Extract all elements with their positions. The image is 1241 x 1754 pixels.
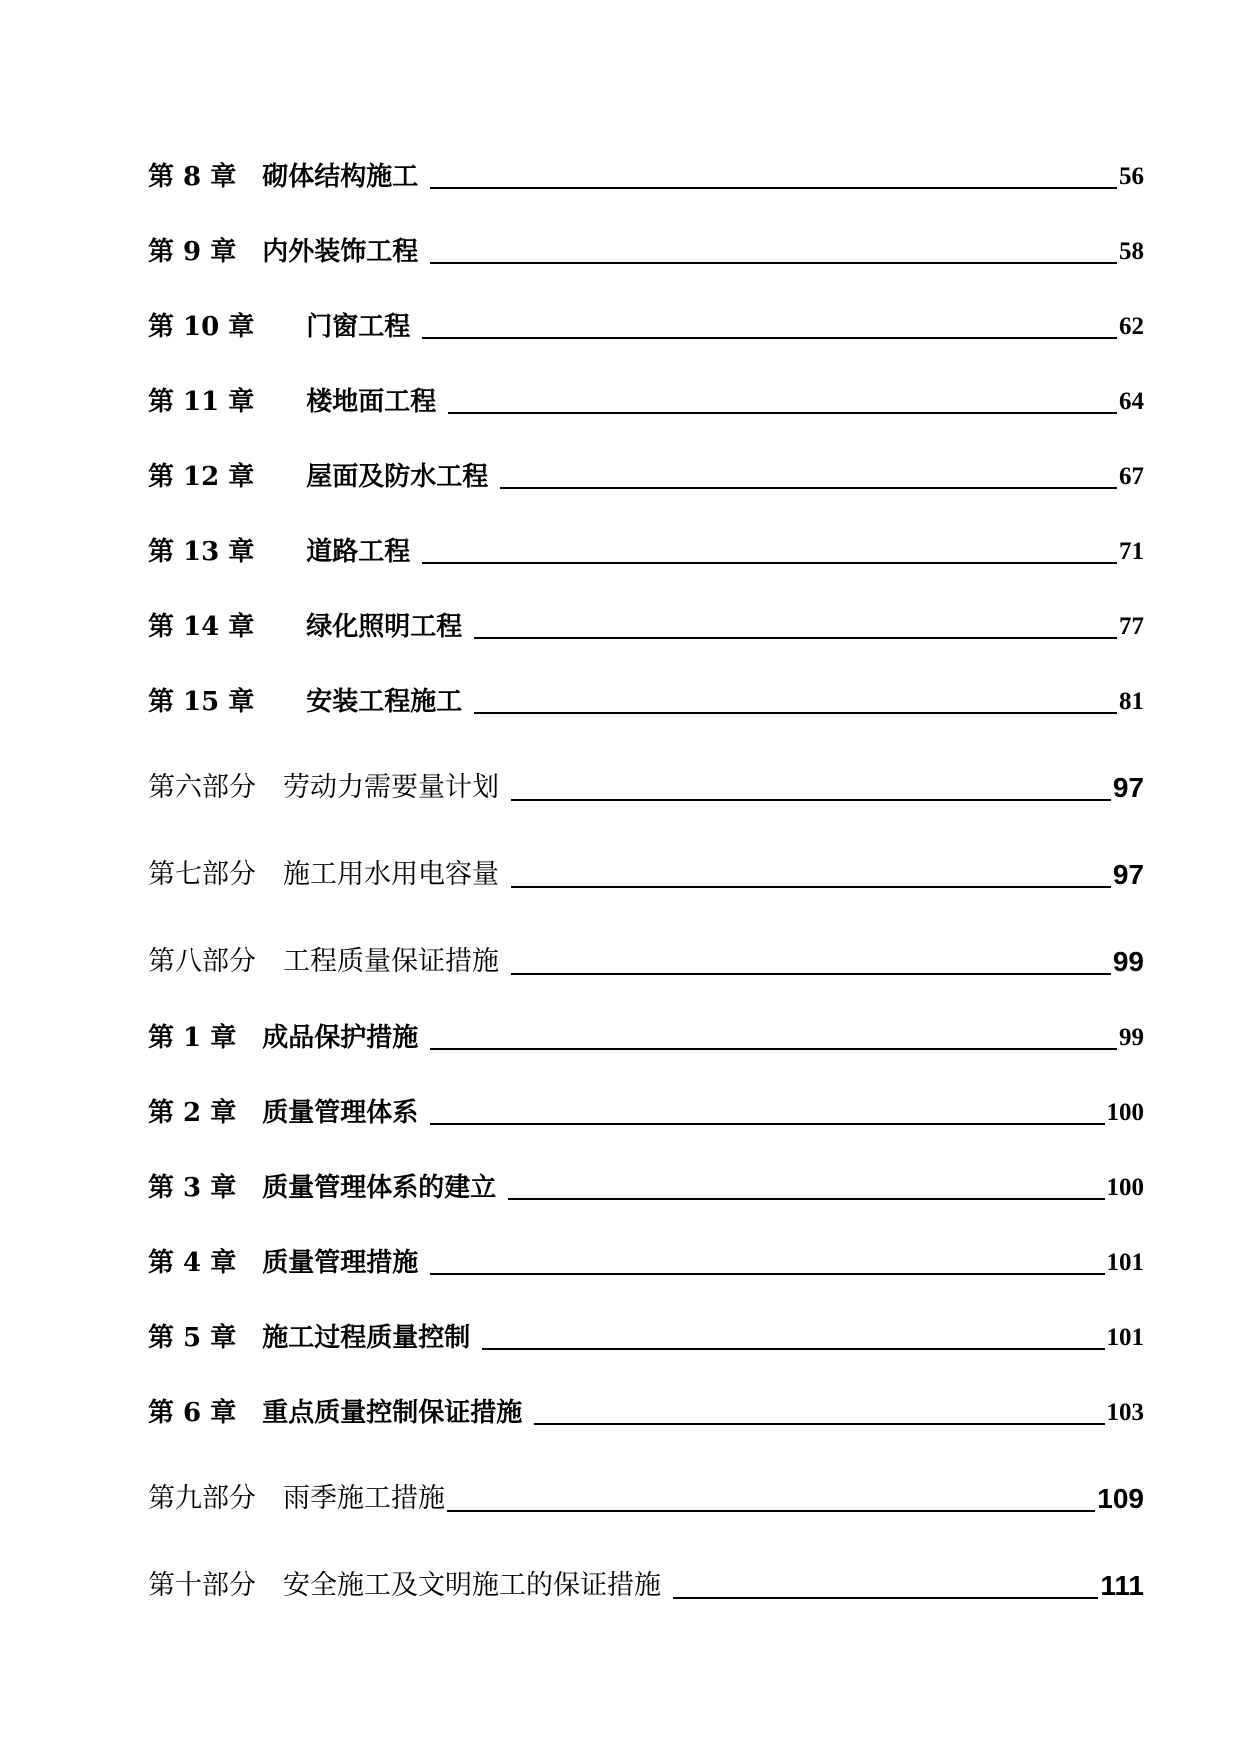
toc-leader-line — [511, 973, 1111, 975]
toc-page-number: 97 — [1112, 859, 1144, 890]
toc-leader-line — [447, 1510, 1095, 1512]
toc-entry-title: 第十部分 安全施工及文明施工的保证措施 — [148, 1570, 661, 1601]
toc-entry[interactable] — [148, 1429, 1144, 1516]
toc-entry-title: 第 5 章 施工过程质量控制 — [148, 1323, 471, 1353]
toc-leader-line — [430, 1123, 1104, 1125]
toc-entry-title: 第 10 章 门窗工程 — [148, 312, 411, 342]
toc-leader-line — [500, 487, 1117, 489]
toc-page-number: 103 — [1106, 1399, 1144, 1426]
toc-leader-line — [430, 1048, 1117, 1050]
toc-entry[interactable] — [148, 418, 1144, 493]
toc-entry-title: 第 9 章 内外装饰工程 — [148, 237, 419, 267]
toc-entry-title: 第 15 章 安装工程施工 — [148, 687, 463, 717]
toc-page-number: 81 — [1119, 688, 1144, 715]
toc-leader-line — [430, 187, 1117, 189]
toc-leader-line — [448, 412, 1117, 414]
toc-entry[interactable] — [148, 1129, 1144, 1204]
toc-entry[interactable] — [148, 1204, 1144, 1279]
toc-entry[interactable] — [148, 568, 1144, 643]
toc-entry[interactable] — [148, 193, 1144, 268]
toc-entry-title: 第 11 章 楼地面工程 — [148, 387, 437, 417]
toc-page-number: 100 — [1106, 1099, 1144, 1126]
toc-page-number: 71 — [1119, 538, 1144, 565]
toc-page-number: 67 — [1119, 463, 1144, 490]
toc-page-number: 62 — [1119, 313, 1144, 340]
toc-page-number: 99 — [1112, 946, 1144, 977]
toc-leader-line — [673, 1597, 1098, 1599]
toc-page-number: 100 — [1106, 1174, 1144, 1201]
toc-entry[interactable] — [148, 1054, 1144, 1129]
toc-page-number: 77 — [1119, 613, 1144, 640]
toc-entry[interactable] — [148, 1354, 1144, 1429]
toc-entry-title: 第七部分 施工用水用电容量 — [148, 859, 499, 890]
toc-entry[interactable] — [148, 268, 1144, 343]
toc-leader-line — [474, 637, 1117, 639]
toc-leader-line — [508, 1198, 1104, 1200]
toc-entry[interactable] — [148, 805, 1144, 892]
toc-leader-line — [511, 886, 1111, 888]
toc-entry-title: 第 2 章 质量管理体系 — [148, 1098, 419, 1128]
toc-entry-title: 第 14 章 绿化照明工程 — [148, 612, 463, 642]
toc-entry[interactable] — [148, 493, 1144, 568]
toc-entry-title: 第九部分 雨季施工措施 — [148, 1483, 445, 1514]
toc-leader-line — [474, 712, 1117, 714]
toc-entry-title: 第 6 章 重点质量控制保证措施 — [148, 1398, 523, 1428]
toc-page-number: 56 — [1119, 163, 1144, 190]
toc-entry[interactable] — [148, 892, 1144, 979]
toc-entry[interactable] — [148, 643, 1144, 718]
toc-page-number: 101 — [1106, 1249, 1144, 1276]
toc-entry-title: 第八部分 工程质量保证措施 — [148, 946, 499, 977]
toc-entry-title: 第 8 章 砌体结构施工 — [148, 162, 419, 192]
toc-leader-line — [534, 1423, 1104, 1425]
toc-entry-title: 第 3 章 质量管理体系的建立 — [148, 1173, 497, 1203]
toc-page-number: 99 — [1119, 1024, 1144, 1051]
toc-leader-line — [430, 1273, 1104, 1275]
toc-leader-line — [511, 799, 1111, 801]
toc-page-number: 64 — [1119, 388, 1144, 415]
toc-entry[interactable] — [148, 718, 1144, 805]
toc-page-number: 101 — [1106, 1324, 1144, 1351]
toc-entry-title: 第 1 章 成品保护措施 — [148, 1023, 419, 1053]
toc-entry[interactable] — [148, 118, 1144, 193]
toc-leader-line — [422, 562, 1117, 564]
toc-page-number: 109 — [1097, 1483, 1144, 1514]
toc-page-number: 111 — [1100, 1570, 1144, 1601]
toc-entry[interactable] — [148, 979, 1144, 1054]
table-of-contents — [148, 118, 1144, 1603]
toc-entry-title: 第 4 章 质量管理措施 — [148, 1248, 419, 1278]
toc-leader-line — [422, 337, 1117, 339]
toc-entry[interactable] — [148, 1279, 1144, 1354]
toc-page-number: 58 — [1119, 238, 1144, 265]
toc-leader-line — [482, 1348, 1104, 1350]
toc-page-number: 97 — [1112, 772, 1144, 803]
toc-entry-title: 第 12 章 屋面及防水工程 — [148, 462, 489, 492]
toc-entry[interactable] — [148, 1516, 1144, 1603]
toc-leader-line — [430, 262, 1117, 264]
toc-entry[interactable] — [148, 343, 1144, 418]
toc-entry-title: 第六部分 劳动力需要量计划 — [148, 772, 499, 803]
toc-entry-title: 第 13 章 道路工程 — [148, 537, 411, 567]
